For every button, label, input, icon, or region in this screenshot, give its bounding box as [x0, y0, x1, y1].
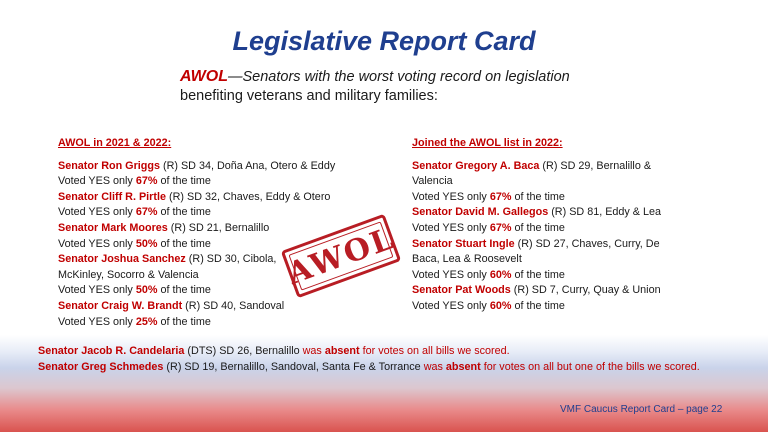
- senator-name: Senator Stuart Ingle: [412, 237, 515, 250]
- senator-detail: (R) SD 7, Curry, Quay & Union: [510, 284, 661, 297]
- senator-detail: (R) SD 30, Cibola, McKinley, Socorro & Valencia: [58, 253, 277, 281]
- vote-prefix: Voted YES only: [412, 190, 490, 203]
- vote-pct: 50%: [135, 284, 158, 297]
- senator-detail: (R) SD 29, Bernalillo & Valencia: [412, 159, 652, 188]
- page-title: Legislative Report Card: [232, 26, 536, 56]
- vote-prefix: Voted YES only: [58, 175, 136, 188]
- absent-word: absent: [324, 345, 360, 357]
- vote-suffix: of the time: [157, 315, 211, 328]
- senator-entry: [58, 252, 278, 299]
- senator-name: Senator Cliff R. Pirtle: [58, 190, 166, 203]
- senator-detail: (R) SD 34, Doña Ana, Otero & Eddy: [159, 159, 336, 172]
- vote-prefix: Voted YES only: [412, 221, 490, 234]
- subtitle-line2: benefiting veterans and military families:: [180, 88, 438, 104]
- vote-suffix: of the time: [511, 268, 565, 281]
- vote-pct: 60%: [489, 299, 512, 312]
- senator-detail: (R) SD 40, Sandoval: [182, 299, 285, 312]
- absent-entry: [38, 359, 758, 375]
- senator-detail: (R) SD 32, Chaves, Eddy & Otero: [166, 190, 331, 203]
- absent-senator-name: Senator Greg Schmedes: [38, 361, 164, 373]
- left-column: [58, 136, 348, 330]
- vote-suffix: of the time: [157, 237, 211, 250]
- vote-pct: 60%: [489, 268, 512, 281]
- vote-pct: 50%: [135, 237, 158, 250]
- vote-pct: 67%: [489, 221, 512, 234]
- subtitle-awol: AWOL: [180, 68, 228, 85]
- subtitle-definition: —Senators with the worst voting record on legislation: [228, 69, 570, 85]
- vote-suffix: of the time: [157, 175, 211, 188]
- page-footer: VMF Caucus Report Card – page 22: [560, 404, 723, 415]
- absent-was: was: [423, 361, 446, 373]
- senator-entry: [412, 237, 682, 284]
- vote-pct: 67%: [489, 190, 512, 203]
- senator-name: Senator Mark Moores: [58, 221, 168, 234]
- left-heading: AWOL in 2021 & 2022:: [58, 137, 172, 149]
- absent-senators: [38, 343, 758, 375]
- absent-detail: (R) SD 19, Bernalillo, Sandoval, Santa Fe & Torrance: [163, 361, 424, 373]
- senator-name: Senator Pat Woods: [412, 284, 511, 297]
- senator-entry: [412, 205, 682, 236]
- senator-detail: (R) SD 81, Eddy & Lea: [548, 206, 662, 219]
- vote-prefix: Voted YES only: [58, 206, 136, 219]
- right-column: [412, 136, 682, 315]
- awol-stamp-text: AWOL: [283, 220, 400, 292]
- absent-rest: for votes on all bills we scored.: [359, 345, 510, 357]
- senator-name: Senator Joshua Sanchez: [58, 253, 186, 266]
- subtitle: [180, 67, 650, 106]
- senator-name: Senator Ron Griggs: [58, 159, 160, 172]
- senator-entry: [412, 283, 682, 314]
- senator-detail: (R) SD 21, Bernalillo: [167, 221, 270, 234]
- absent-detail: (DTS) SD 26, Bernalillo: [184, 345, 303, 357]
- right-heading: Joined the AWOL list in 2022:: [412, 137, 563, 149]
- vote-pct: 25%: [135, 315, 158, 328]
- senator-entry: [58, 159, 348, 190]
- vote-suffix: of the time: [157, 206, 211, 219]
- absent-word: absent: [445, 361, 481, 373]
- absent-was: was: [302, 345, 325, 357]
- vote-prefix: Voted YES only: [58, 315, 136, 328]
- vote-suffix: of the time: [511, 190, 565, 203]
- senator-entry: [58, 190, 348, 221]
- vote-pct: 67%: [135, 175, 158, 188]
- vote-suffix: of the time: [511, 221, 565, 234]
- senator-name: Senator Craig W. Brandt: [58, 299, 183, 312]
- senator-detail: (R) SD 27, Chaves, Curry, De Baca, Lea & Roosevelt: [412, 237, 660, 266]
- vote-prefix: Voted YES only: [412, 299, 490, 312]
- vote-prefix: Voted YES only: [412, 268, 490, 281]
- vote-pct: 67%: [135, 206, 158, 219]
- absent-rest: for votes on all but one of the bills we scored.: [480, 361, 700, 373]
- vote-suffix: of the time: [511, 299, 565, 312]
- vote-prefix: Voted YES only: [58, 284, 136, 297]
- senator-name: Senator Gregory A. Baca: [412, 159, 540, 172]
- absent-senator-name: Senator Jacob R. Candelaria: [38, 345, 185, 357]
- vote-suffix: of the time: [157, 284, 211, 297]
- absent-entry: [38, 343, 758, 359]
- senator-entry: [412, 159, 682, 206]
- vote-prefix: Voted YES only: [58, 237, 136, 250]
- senator-name: Senator David M. Gallegos: [412, 206, 549, 219]
- senator-entry: [58, 299, 348, 330]
